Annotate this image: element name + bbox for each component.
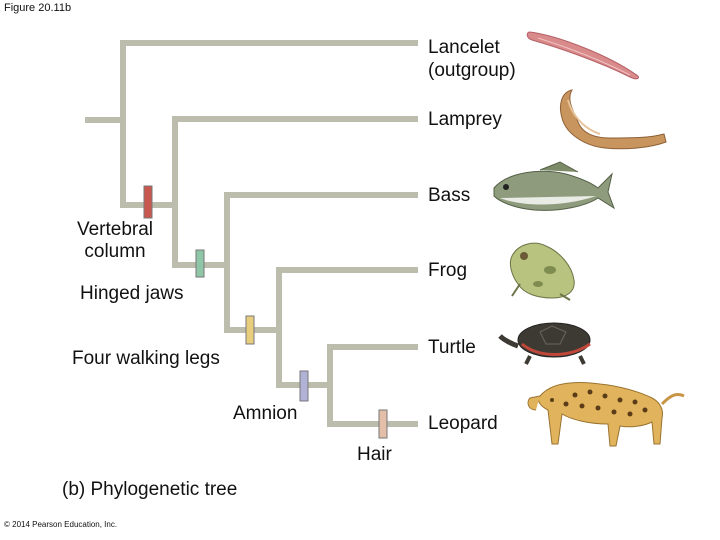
taxon-label-frog: Frog bbox=[428, 260, 468, 281]
frog-icon bbox=[510, 243, 574, 300]
marker-hinged-jaws bbox=[196, 250, 204, 277]
bass-fish-icon bbox=[494, 162, 614, 210]
char-label-vertebral-column: Vertebral column bbox=[76, 219, 154, 262]
taxon-label-turtle: Turtle bbox=[428, 337, 476, 358]
taxon-label-lamprey: Lamprey bbox=[428, 109, 502, 130]
marker-vertebral-column bbox=[144, 186, 152, 218]
marker-amnion bbox=[300, 371, 308, 401]
char-label-amnion: Amnion bbox=[233, 403, 298, 424]
char-label-hair: Hair bbox=[357, 444, 392, 465]
marker-hair bbox=[379, 410, 387, 438]
turtle-icon bbox=[500, 323, 590, 364]
leopard-icon bbox=[528, 383, 684, 447]
char-label-four-walking-legs: Four walking legs bbox=[72, 348, 220, 369]
char-label-hinged-jaws: Hinged jaws bbox=[80, 283, 184, 304]
figure-caption: (b) Phylogenetic tree bbox=[62, 479, 238, 500]
copyright-notice: © 2014 Pearson Education, Inc. bbox=[4, 520, 118, 529]
lancelet-icon bbox=[527, 32, 638, 79]
marker-four-walking-legs bbox=[246, 316, 254, 344]
figure-label: Figure 20.11b bbox=[4, 2, 72, 14]
taxon-label-leopard: Leopard bbox=[428, 413, 498, 434]
taxon-label-lancelet: Lancelet (outgroup) bbox=[428, 37, 516, 81]
taxon-label-bass: Bass bbox=[428, 185, 471, 206]
lamprey-icon bbox=[560, 90, 666, 149]
